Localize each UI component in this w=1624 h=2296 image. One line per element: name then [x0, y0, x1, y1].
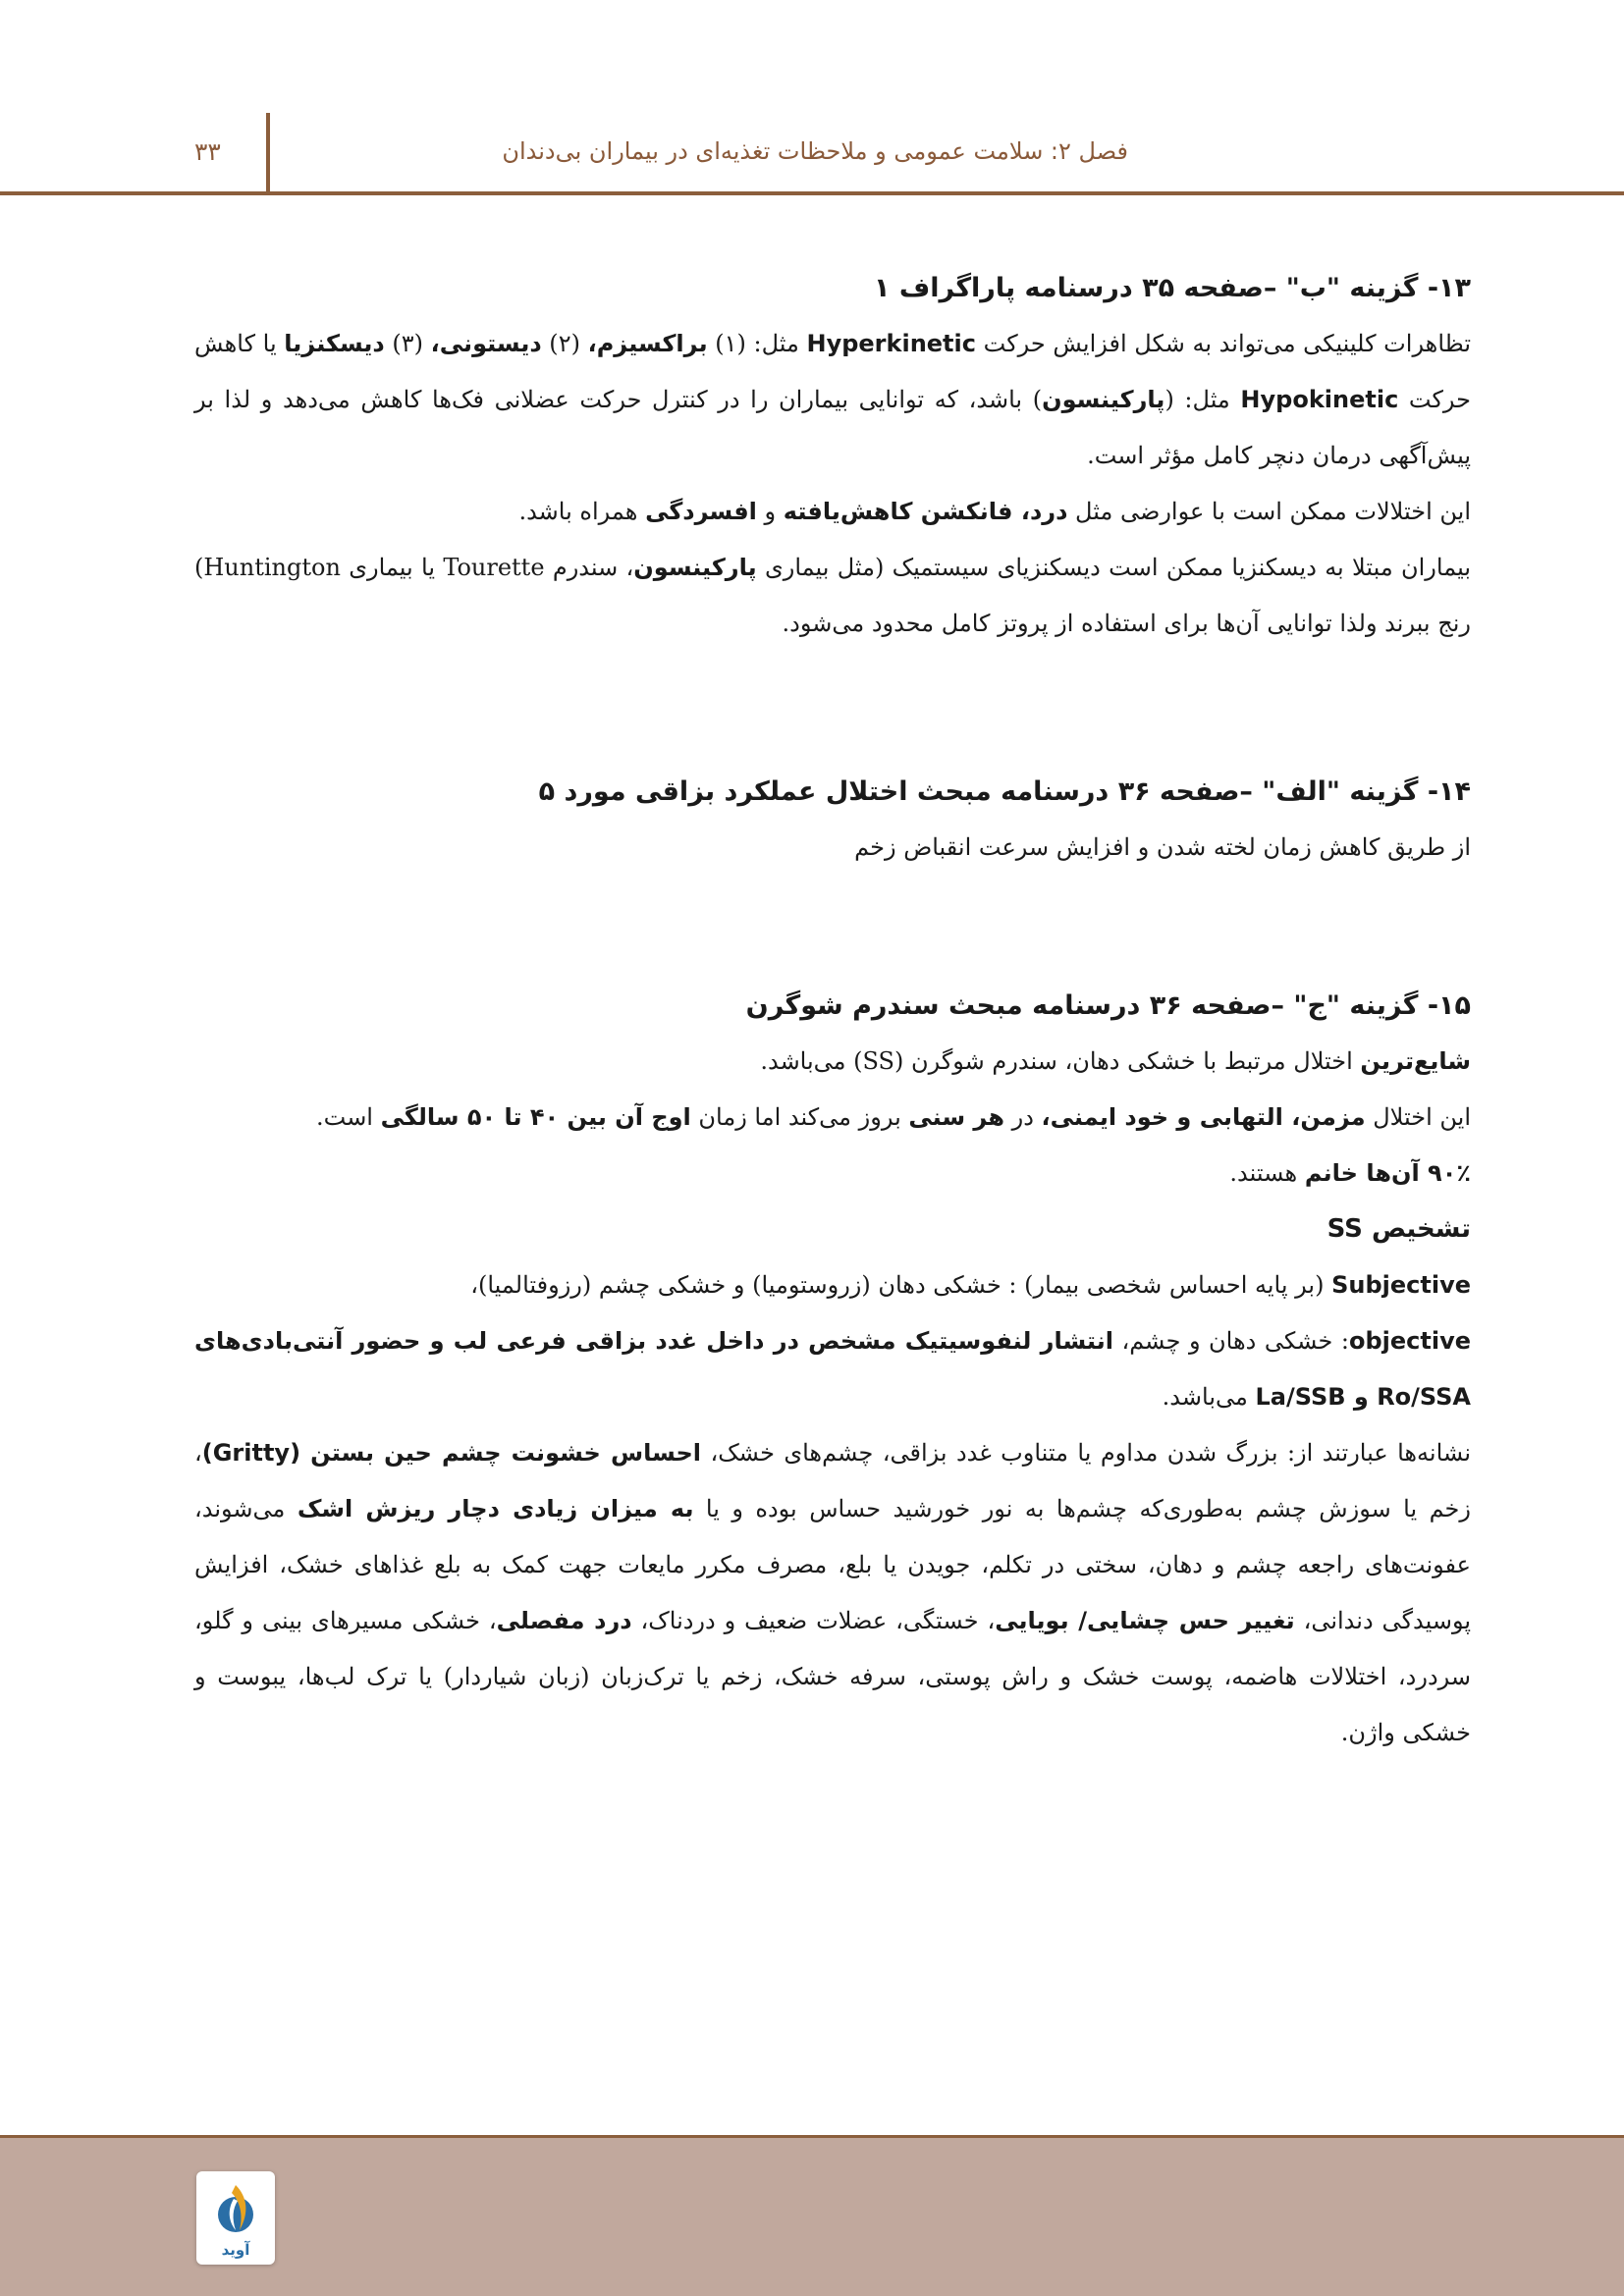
publisher-logo: [196, 2171, 275, 2265]
question-15-paragraph-1: شایع‌ترین اختلال مرتبط با خشکی دهان، سندرم شوگرن (SS) می‌باشد.: [760, 1047, 1471, 1075]
question-15-paragraph-4: Subjective (بر پایه احساس شخصی بیمار) : خشکی دهان (زروستومیا) و خشکی چشم (رزوفتالمیا)،: [470, 1271, 1471, 1299]
question-13-paragraph-3: بیماران مبتلا به دیسکنزیا ممکن است دیسکنزیای سیستمیک (مثل بیماری پارکینسون، سندرم Tourette یا بیماری Huntington) رنج ببرند ولذا توانایی آن‌ها برای استفاده از پروتز کامل محدود می‌شود.: [194, 554, 1471, 637]
question-15-paragraph-3: ۹۰٪ آن‌ها خانم هستند.: [1229, 1159, 1471, 1187]
header-divider-vertical: [266, 113, 270, 192]
question-15-title: ۱۵- گزینه "ج" –صفحه ۳۶ درسنامه مبحث سندرم شوگرن: [745, 990, 1471, 1021]
question-13-paragraph-2: این اختلالات ممکن است با عوارضی مثل درد، فانکشن کاهش‌یافته و افسردگی همراه باشد.: [518, 498, 1471, 525]
section-gap: [194, 876, 1471, 978]
question-14-paragraph-1: از طریق کاهش زمان لخته شدن و افزایش سرعت انقباض زخم: [854, 833, 1471, 861]
page-body: [194, 260, 1471, 1761]
question-13-paragraph-1: تظاهرات کلینیکی می‌تواند به شکل افزایش حرکت Hyperkinetic مثل: (۱) براکسیزم، (۲) دیستونی، (۳) دیسکنزیا یا کاهش حرکت Hypokinetic مثل: (پارکینسون) باشد، که توانایی بیماران را در کنترل حرکت عضلانی فک‌ها کاهش می‌دهد و لذا بر پیش‌آگهی درمان دنچر کامل مؤثر است.: [194, 330, 1472, 469]
question-15-paragraph-5: objective: خشکی دهان و چشم، انتشار لنفوسیتیک مشخص در داخل غدد بزاقی فرعی لب و حضور آنتی‌بادی‌های Ro/SSA و La/SSB می‌باشد.: [194, 1327, 1472, 1411]
section-gap: [194, 652, 1471, 764]
quill-logo-icon: [206, 2179, 265, 2238]
chapter-title: فصل ۲: سلامت عمومی و ملاحظات تغذیه‌ای در بیماران بی‌دندان: [502, 137, 1128, 165]
page-number: ۳۳: [194, 137, 221, 166]
logo-wordmark: آوید: [221, 2241, 250, 2259]
header-divider-horizontal: [0, 191, 1624, 195]
question-13-title: ۱۳- گزینه "ب" –صفحه ۳۵ درسنامه پاراگراف ۱: [874, 273, 1471, 303]
page-header: [0, 0, 1624, 196]
page-footer: [0, 2135, 1624, 2296]
diagnosis-subtitle: تشخیص SS: [1326, 1214, 1471, 1244]
question-15-paragraph-6: نشانه‌ها عبارتند از: بزرگ شدن مداوم یا متناوب غدد بزاقی، چشم‌های خشک، احساس خشونت چشم حین بستن (Gritty)، زخم یا سوزش چشم به‌طوری‌که چشم‌ها به نور خورشید حساس بوده و یا به میزان زیادی دچار ریزش اشک می‌شوند، عفونت‌های راجعه چشم و دهان، سختی در تکلم، جویدن یا بلع، مصرف مکرر مایعات جهت کمک به بلع غذاهای خشک، افزایش پوسیدگی دندانی، تغییر حس چشایی/ بویایی، خستگی، عضلات ضعیف و دردناک، درد مفصلی، خشکی مسیرهای بینی و گلو، سردرد، اختلالات هاضمه، پوست خشک و راش پوستی، سرفه خشک، زخم یا ترک‌زبان (زبان شیاردار) یا ترک لب‌ها، یبوست و خشکی واژن.: [194, 1439, 1472, 1746]
question-15-paragraph-2: این اختلال مزمن، التهابی و خود ایمنی، در هر سنی بروز می‌کند اما زمان اوج آن بین ۴۰ تا ۵۰ سالگی است.: [316, 1103, 1471, 1131]
question-14-title: ۱۴- گزینه "الف" –صفحه ۳۶ درسنامه مبحث اختلال عملکرد بزاقی مورد ۵: [538, 776, 1471, 807]
